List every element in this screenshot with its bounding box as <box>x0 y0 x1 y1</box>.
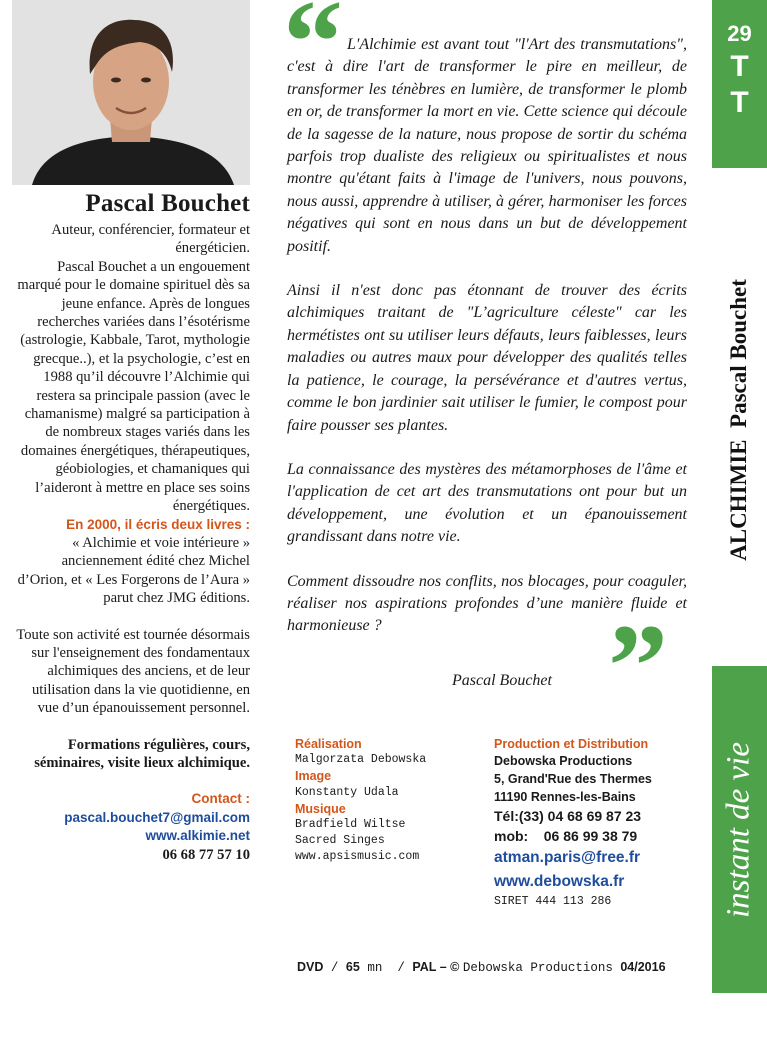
trainings-text: Formations régulières, cours, séminaires, visite lieux alchimique. <box>34 736 250 771</box>
production-label: Production et Distribution <box>494 737 649 751</box>
image-value: Konstanty Udala <box>295 785 399 799</box>
series-tab <box>712 666 767 993</box>
open-quote-mark: “ <box>283 0 343 108</box>
music-label: Musique <box>295 801 346 816</box>
author-bio <box>10 221 250 864</box>
quote-paragraph-4: Comment dissoudre nos conflits, nos blocages, pour coaguler, réaliser nos aspirations profondes d’une manière fluide et harmonieuse ? <box>287 572 687 635</box>
author-website-link[interactable]: www.alkimie.net <box>145 828 250 844</box>
quote-paragraph-1: L'Alchimie est avant tout "l'Art des transmutations", c'est à dire l'art de transformer le pire en meilleur, de transformer les ténèbres en lumière, de transformer le plomb en or, de transformer la mort en vie. Cette science qui découle de la sagesse de la nature, nous propose de sortir du schéma parfois trop dualiste des religieux ou spiritualistes et nous montre qu'étant faits à l'image de l'univers, nous pouvons, nous aussi, apprendre à utiliser, à gérer, harmoniser les forces négatives qui sont en nous dans un but de développement positif. <box>287 36 687 255</box>
producer: Debowska Productions <box>462 961 621 975</box>
production-address-2: 11190 Rennes-les-Bains <box>494 790 636 805</box>
production-website-link[interactable]: www.debowska.fr <box>494 873 625 891</box>
author-photo <box>12 0 250 185</box>
copyright: – © <box>436 960 463 974</box>
credits-block <box>295 736 426 866</box>
image-label: Image <box>295 769 332 784</box>
issue-tab <box>712 0 767 168</box>
activity-text: Toute son activité est tournée désormais sur l'enseignement des fondamentaux alchimiques des anciens, et de leur utilisation dans la vie quotidienne, en vue d’un épanouissement personnel. <box>16 626 250 717</box>
date: 04/2016 <box>620 960 666 974</box>
portrait-illustration <box>12 0 250 185</box>
author-email-link[interactable]: pascal.bouchet7@gmail.com <box>64 809 250 825</box>
music-value-2: Sacred Singes <box>295 834 385 848</box>
quote-body <box>287 34 687 660</box>
series-name: instant de vie <box>720 742 757 918</box>
sep-2: / <box>382 961 413 975</box>
production-company: Debowska Productions <box>494 754 633 769</box>
issue-number: 29 <box>727 21 752 46</box>
author-name: Pascal Bouchet <box>85 190 250 217</box>
author-phone: 06 68 77 57 10 <box>162 846 250 863</box>
spine-title: ALCHIMIE Pascal Bouchet <box>726 279 751 561</box>
close-quote-mark: ” <box>608 599 668 732</box>
duration-unit: mn <box>359 961 383 975</box>
production-address-1: 5, Grand'Rue des Thermes <box>494 772 652 787</box>
quote-paragraph-2: Ainsi il n'est donc pas étonnant de trouver des écrits alchimiques traitant de "L’agriculture céleste" car les hermétistes ont su utiliser leurs défauts, leurs faiblesses, leurs maladies ou autres maux pour développer des qualités telles la patience, le courage, la persévérance et d'autres vertus, comme le bon jardinier sait utiliser le fumier, le compost pour faire pousser ses plantes. <box>287 282 687 434</box>
bio-main: Pascal Bouchet a un engouement marqué pour le domaine spirituel dès sa jeune enfance. Après de longues recherches variées dans l’ésotérisme (astrologie, Kabbale, Tarot, mythologie grecque..), et la psychologie, c’est en 1988 qu’il découvre l’Alchimie qui restera sa principale passion (avec le chamanisme) malgré sa participation à de nombreux stages variés dans les domaines énergétiques, thérapeutiques, géobiologies, et chamaniques qui l’aideront à mettre en place ses soins énergétiques. <box>17 258 250 515</box>
quote-author: Pascal Bouchet <box>452 672 552 689</box>
sep-1: / <box>323 961 346 975</box>
production-siret: SIRET 444 113 286 <box>494 895 612 909</box>
music-site-link[interactable]: www.apsismusic.com <box>295 850 420 864</box>
bio-intro: Auteur, conférencier, formateur et énergéticien. <box>51 222 250 257</box>
contact-title: Contact : <box>191 791 250 807</box>
realisation-value: Malgorzata Debowska <box>295 753 427 767</box>
production-mob: mob: 06 86 99 38 79 <box>494 828 638 845</box>
books-text: « Alchimie et voie intérieure » anciennement édité chez Michel d’Orion, et « Les Forgerons de l’Aura » parut chez JMG éditions. <box>17 534 250 607</box>
production-block <box>494 736 652 910</box>
dvd-footer <box>297 960 666 975</box>
format: DVD <box>297 960 324 974</box>
standard: PAL <box>412 960 437 974</box>
production-tel: Tél:(33) 04 68 69 87 23 <box>494 808 642 825</box>
realisation-label: Réalisation <box>295 737 362 751</box>
books-heading: En 2000, il écris deux livres : <box>66 516 250 532</box>
issue-letter-2: T <box>730 86 749 119</box>
production-email-link[interactable]: atman.paris@free.fr <box>494 849 641 867</box>
duration: 65 <box>345 960 360 974</box>
quote-paragraph-3: La connaissance des mystères des métamorphoses de l'âme et l'application de cet art des transmutations ont pour but un développement, une évolution et un épanouissement grandissant dans notre vie. <box>287 460 687 546</box>
music-value-1: Bradfield Wiltse <box>295 818 406 832</box>
issue-letter-1: T <box>730 50 749 83</box>
